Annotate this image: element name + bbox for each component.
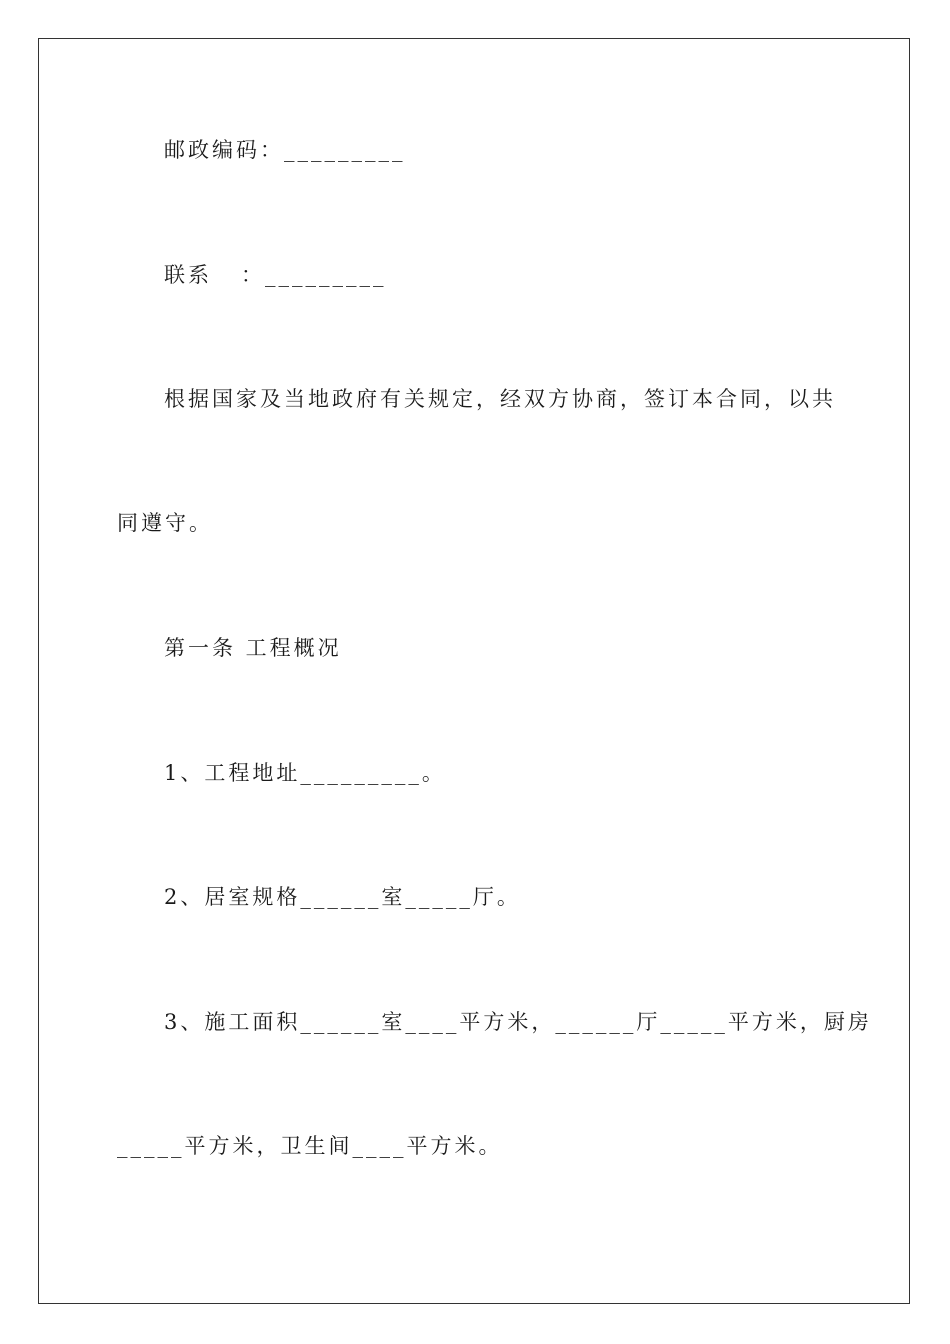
- contact-line: 联系 ：_________: [164, 263, 387, 287]
- preamble-paragraph-line-2: 同遵守。: [117, 511, 213, 535]
- project-address-item: 1、工程地址_________。: [164, 761, 446, 785]
- room-layout-item: 2、居室规格______室_____厅。: [164, 885, 521, 909]
- postal-code-line: 邮政编码：_________: [164, 138, 406, 162]
- construction-area-item-line-1: 3、施工面积______室____平方米，______厅_____平方米，厨房: [164, 1010, 872, 1034]
- construction-area-item-line-2: _____平方米，卫生间____平方米。: [117, 1134, 503, 1158]
- page-border: [38, 38, 910, 1304]
- article-one-heading: 第一条 工程概况: [164, 636, 342, 660]
- preamble-paragraph-line-1: 根据国家及当地政府有关规定，经双方协商，签订本合同，以共: [164, 387, 836, 411]
